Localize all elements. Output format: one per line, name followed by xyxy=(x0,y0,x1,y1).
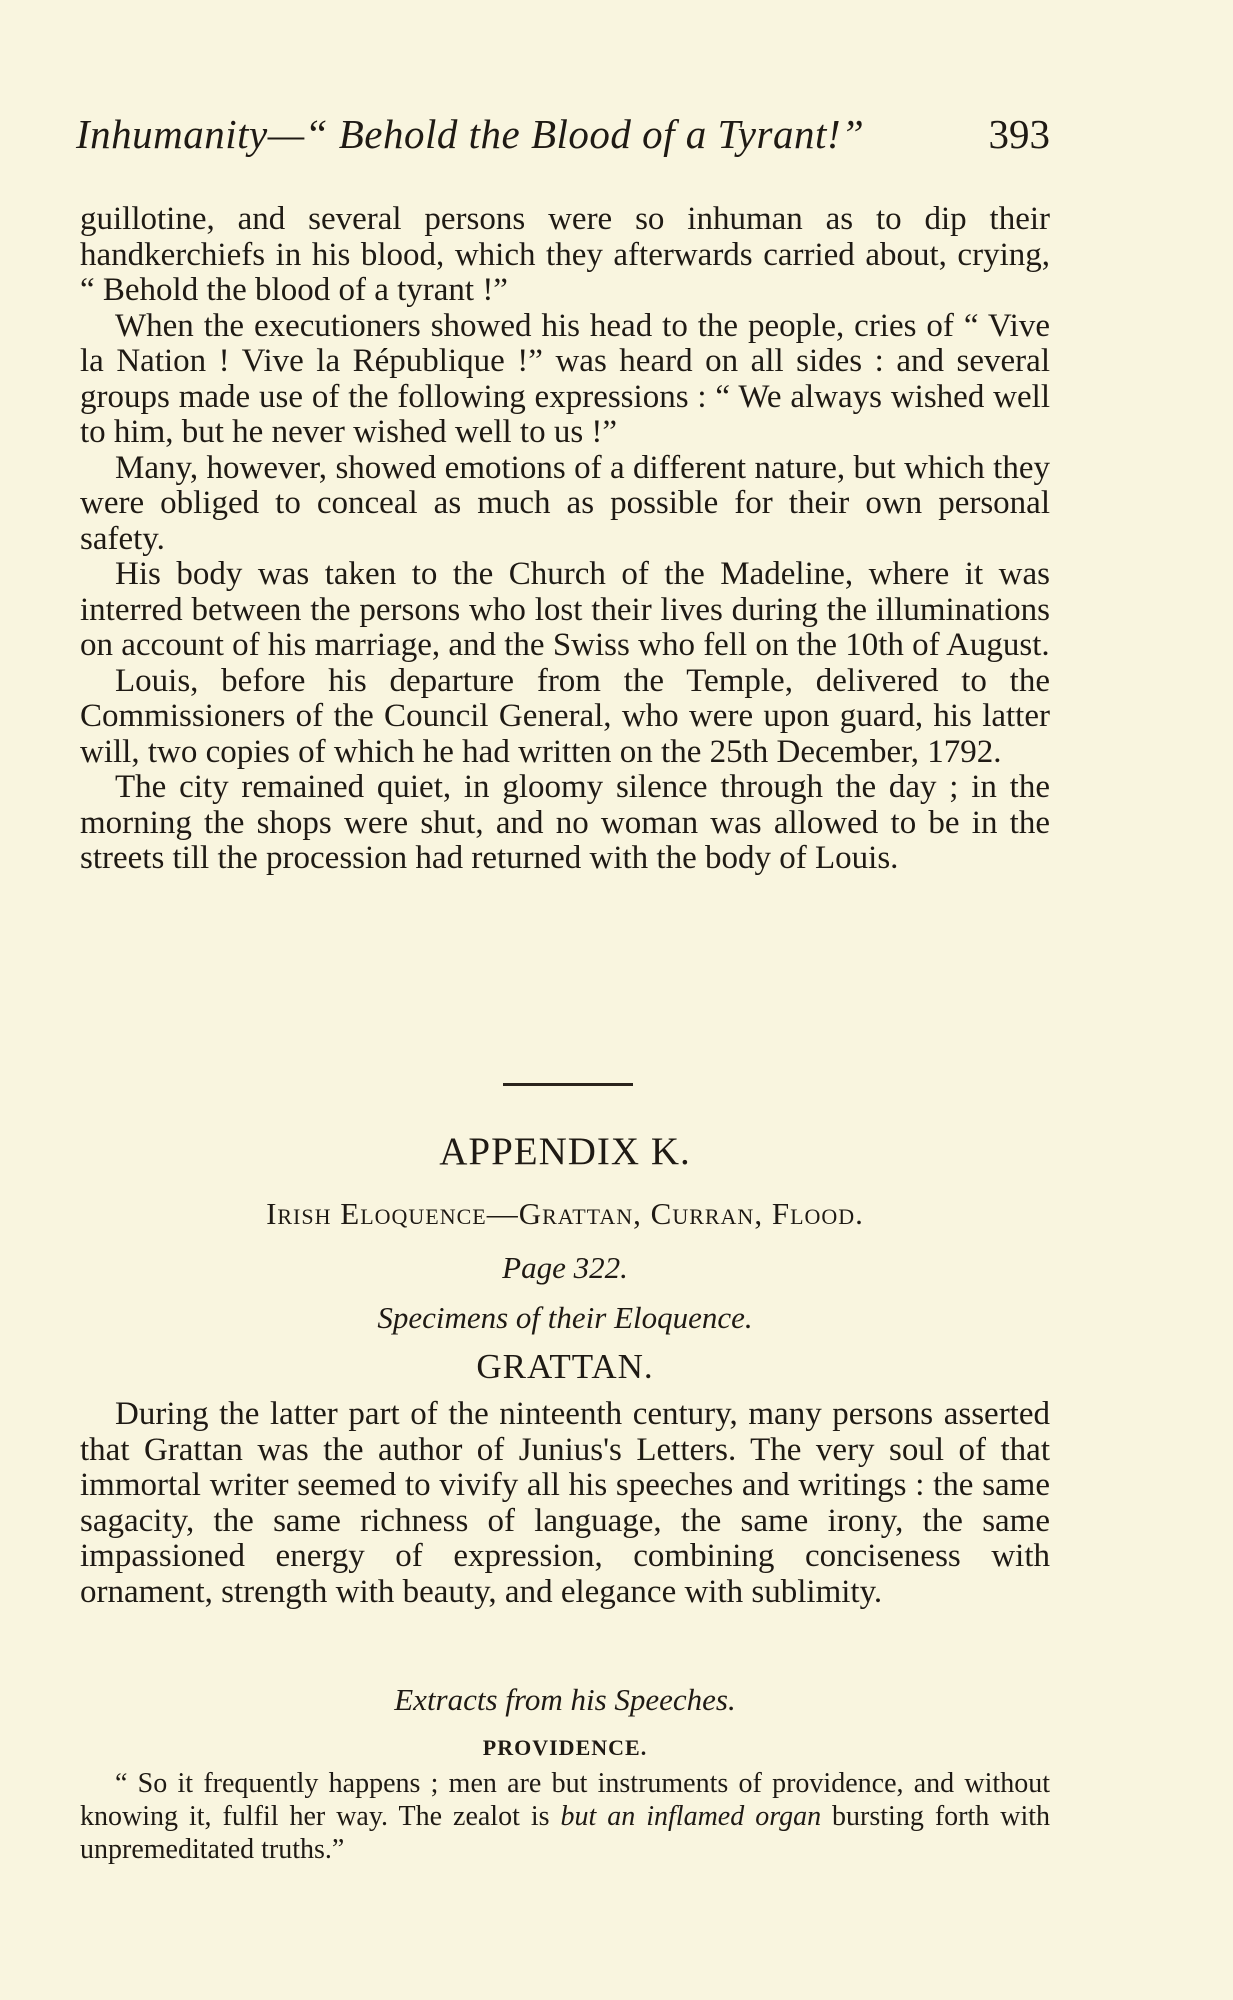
quote-end: bursting forth with unpremeditated truths.” xyxy=(80,1801,1051,1865)
appendix-subject: Irish Eloquence—Grattan, Curran, Flood. xyxy=(266,1196,864,1231)
running-title: Inhumanity—“ Behold the Blood of a Tyrant!” xyxy=(76,111,865,157)
page-number: 393 xyxy=(988,111,1050,157)
section-divider xyxy=(503,1083,633,1086)
speaker-heading: GRATTAN. xyxy=(476,1347,654,1386)
grattan-intro-section xyxy=(80,1397,1050,1610)
paragraph-2: When the executioners showed his head to the people, cries of “ Vive la Nation ! Vive la République !” was heard on all sides : and several groups made use of the following expressions : “ We always wished well to him, but he never wished well to us !” xyxy=(80,307,1050,450)
paragraph-5: Louis, before his departure from the Temple, delivered to the Commissioners of the Council General, who were upon guard, his latter will, two copies of which he had written on the 25th December, 1792. xyxy=(80,662,1050,770)
paragraph-1: guillotine, and several persons were so inhuman as to dip their handkerchiefs in his blood, which they afterwards carried about, crying, “ Behold the blood of a tyrant !” xyxy=(80,201,1050,308)
page-reference: Page 322. xyxy=(502,1250,628,1285)
paragraph-4: His body was taken to the Church of the Madeline, where it was interred between the persons who lost their lives during the illuminations on account of his marriage, and the Swiss who fell on the 10th of August. xyxy=(80,556,1050,663)
providence-quote-section xyxy=(80,1767,1050,1866)
page-header xyxy=(76,104,1050,164)
appendix-title: APPENDIX K. xyxy=(439,1130,691,1173)
extracts-heading: Extracts from his Speeches. xyxy=(394,1682,736,1717)
paragraph-6: The city remained quiet, in gloomy silence through the day ; in the morning the shops were shut, and no woman was allowed to be in the streets till the procession had returned with the body of Louis. xyxy=(80,769,1050,876)
grattan-intro-paragraph: During the latter part of the ninteenth century, many persons asserted that Grattan was the author of Junius's Letters. The very soul of that immortal writer seemed to vivify all his speeches and writings : the same sagacity, the same richness of language, the same irony, the same impassioned energy of expression, combining conciseness with ornament, strength with beauty, and elegance with sublimity. xyxy=(80,1396,1050,1610)
providence-quote xyxy=(80,1767,1050,1866)
quote-start: “ So it frequently happens ; men are but instruments of providence, and without knowing it, fulfil her way. The zealot is xyxy=(80,1768,1050,1832)
chapter-text xyxy=(80,202,1050,877)
specimens-heading: Specimens of their Eloquence. xyxy=(377,1300,753,1335)
paragraph-3: Many, however, showed emotions of a different nature, but which they were obliged to conceal as much as possible for their own personal safety. xyxy=(80,449,1050,557)
quote-italic-phrase: but an inflamed organ xyxy=(560,1801,822,1832)
speech-topic: PROVIDENCE. xyxy=(482,1735,648,1760)
